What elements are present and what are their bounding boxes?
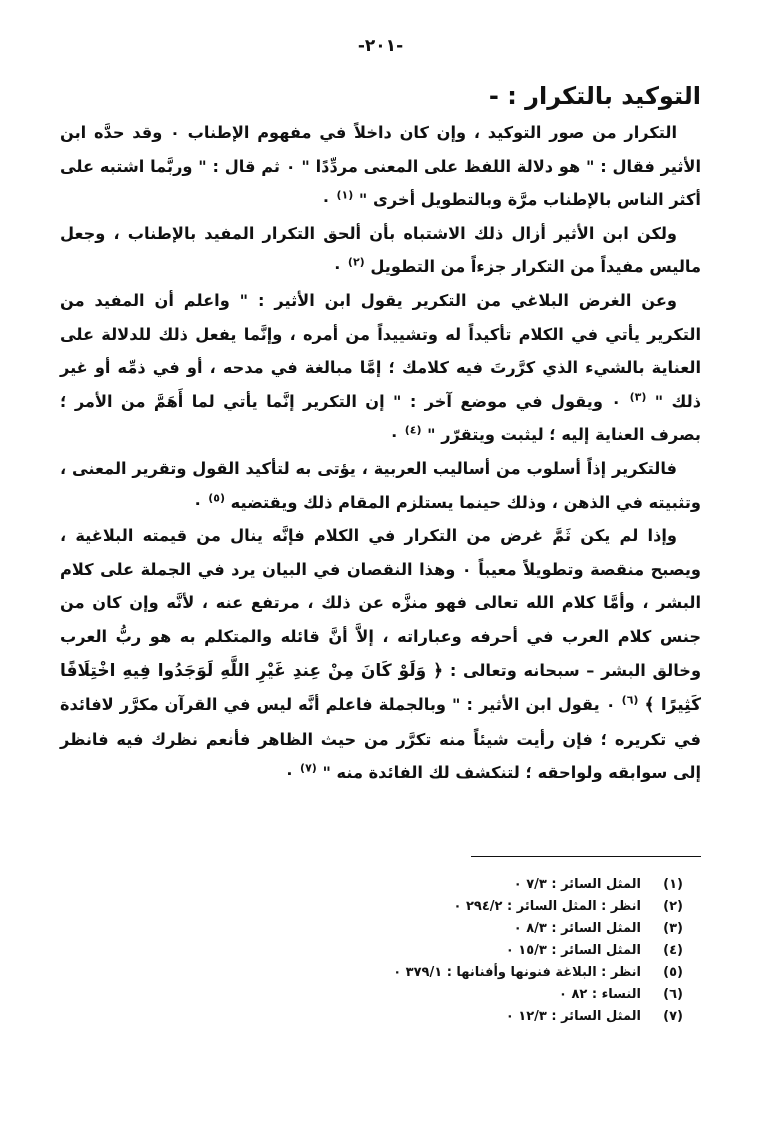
footnote-text: انظر : المثل السائر : ٢٩٤/٢ ٠: [453, 899, 641, 914]
paragraph-2-text: ولكن ابن الأثير أزال ذلك الاشتباه بأن ألحق التكرار المفيد بالإطناب ، وجعل ماليس مفيداً من التكرار جزءاً من التطويل: [60, 223, 701, 277]
footnote-item: [393, 918, 683, 940]
footnote-number: (٣): [663, 921, 683, 936]
footnotes-list: [393, 874, 683, 1028]
footnote-ref-6: (٦): [621, 693, 639, 707]
footnote-text: المثل السائر : ١٢/٣ ٠: [505, 1009, 641, 1024]
paragraph-3-text: وعن الغرض البلاغي من التكرير يقول ابن الأثير : " واعلم أن المفيد من التكرير يأتي في الكلام تأكيداً له وتشييداً من أمره ، وإنَّما يفعل ذلك للدلالة على العناية بالشيء الذي كرَّرتَ فيه كلامك ؛ إمَّا مبالغة في مدحه ، أو في ذمِّه أو غير ذلك ": [60, 290, 702, 411]
footnote-text: المثل السائر : ١٥/٣ ٠: [505, 943, 641, 958]
footnote-item: [393, 940, 683, 962]
paragraph-3-end: ٠: [389, 425, 400, 445]
paragraph-1: [60, 116, 701, 217]
footnote-text: انظر : البلاغة فنونها وأفنانها : ٣٧٩/١ ٠: [393, 965, 641, 980]
footnote-text: المثل السائر : ٨/٣ ٠: [513, 921, 641, 936]
footnote-ref-3: (٣): [629, 390, 647, 404]
page: [60, 0, 701, 1121]
paragraph-5-end: ٠: [284, 763, 295, 783]
paragraph-4-text: فالتكرير إذاً أسلوب من أساليب العربية ، يؤتى به لتأكيد القول وتقرير المعنى ، وتثبيته في الذهن ، وذلك حينما يستلزم المقام ذلك ويقتضيه: [60, 458, 701, 512]
paragraph-5-text-b: ٠ يقول ابن الأثير : " وبالجملة فاعلم أنَّه ليس في القرآن مكرَّر لافائدة في تكريره ؛ فإن رأيت شيئاً منه تكرَّر من حيث الظاهر فأنعم نظرك فيه فانظر إلى سوابقه ولواحقه ؛ لتنكشف لك الفائدة منه ": [60, 695, 701, 783]
paragraph-1-end: ٠: [320, 190, 331, 210]
footnote-ref-4: (٤): [404, 423, 422, 437]
footnote-ref-5: (٥): [208, 491, 226, 505]
footnote-number: (٥): [663, 965, 683, 980]
footnote-text: المثل السائر : ٧/٣ ٠: [513, 877, 641, 892]
footnote-ref-1: (١): [336, 188, 354, 202]
paragraph-5: [60, 519, 701, 790]
footnote-item: [393, 874, 683, 896]
quran-verse: ﴿ وَلَوْ كَانَ مِنْ عِندِ غَيْرِ اللَّهِ لَوَجَدُوا فِيهِ اخْتِلَافًا كَثِيرًا ﴾: [60, 660, 701, 716]
paragraph-4-end: ٠: [192, 492, 203, 512]
paragraph-4: [60, 452, 701, 519]
footnote-text: النساء : ٨٢ ٠: [559, 987, 641, 1002]
footnote-ref-7: (٧): [300, 761, 317, 775]
paragraph-2-end: ٠: [332, 257, 343, 277]
section-heading: التوكيد بالتكرار : -: [488, 82, 701, 110]
footnote-ref-2: (٢): [347, 255, 365, 269]
paragraph-3: [60, 284, 701, 452]
paragraph-5-text: وإذا لم يكن ثَمَّ غرض من التكرار في الكلام فإنَّه ينال من قيمته البلاغية ، ويصبح منقصة وتطويلاً معيباً ٠ وهذا النقصان في البيان يرد في الجملة على كلام البشر ، وأمَّا كلام الله تعالى فهو منزَّه عن ذلك ، مرتفع عنه ، لأنَّه وإن كان من جنس كلام العرب في أحرفه وعباراته ، إلاَّ أنَّ قائله والمتكلم به هو ربُّ العرب وخالق البشر – سبحانه وتعالى :: [60, 526, 702, 680]
paragraph-2: [60, 217, 701, 284]
footnote-number: (٢): [663, 899, 683, 914]
footnote-item: [393, 1006, 683, 1028]
footnote-number: (٤): [663, 943, 683, 958]
footnote-number: (١): [663, 877, 683, 892]
page-number: -٢٠١-: [357, 36, 404, 56]
footnote-item: [393, 984, 683, 1006]
paragraph-3-text-b: ٠ ويقول في موضع آخر : " إن التكرير إنَّما يأتي لما أَهَمَّ من الأمر ؛ بصرف العناية إليه ؛ ليثبت ويتقرّر ": [60, 391, 701, 445]
footnote-divider: [471, 856, 701, 857]
paragraph-1-text: التكرار من صور التوكيد ، وإن كان داخلاً في مفهوم الإطناب ٠ وقد حدَّه ابن الأثير فقال : " هو دلالة اللفظ على المعنى مردِّدًا " ٠ ثم قال : " وربَّما اشتبه على أكثر الناس بالإطناب مرَّة وبالتطويل أخرى ": [60, 123, 701, 210]
footnote-number: (٦): [663, 987, 683, 1002]
footnote-item: [393, 962, 683, 984]
footnote-number: (٧): [663, 1009, 683, 1024]
body-text: [60, 116, 701, 790]
footnote-item: [393, 896, 683, 918]
